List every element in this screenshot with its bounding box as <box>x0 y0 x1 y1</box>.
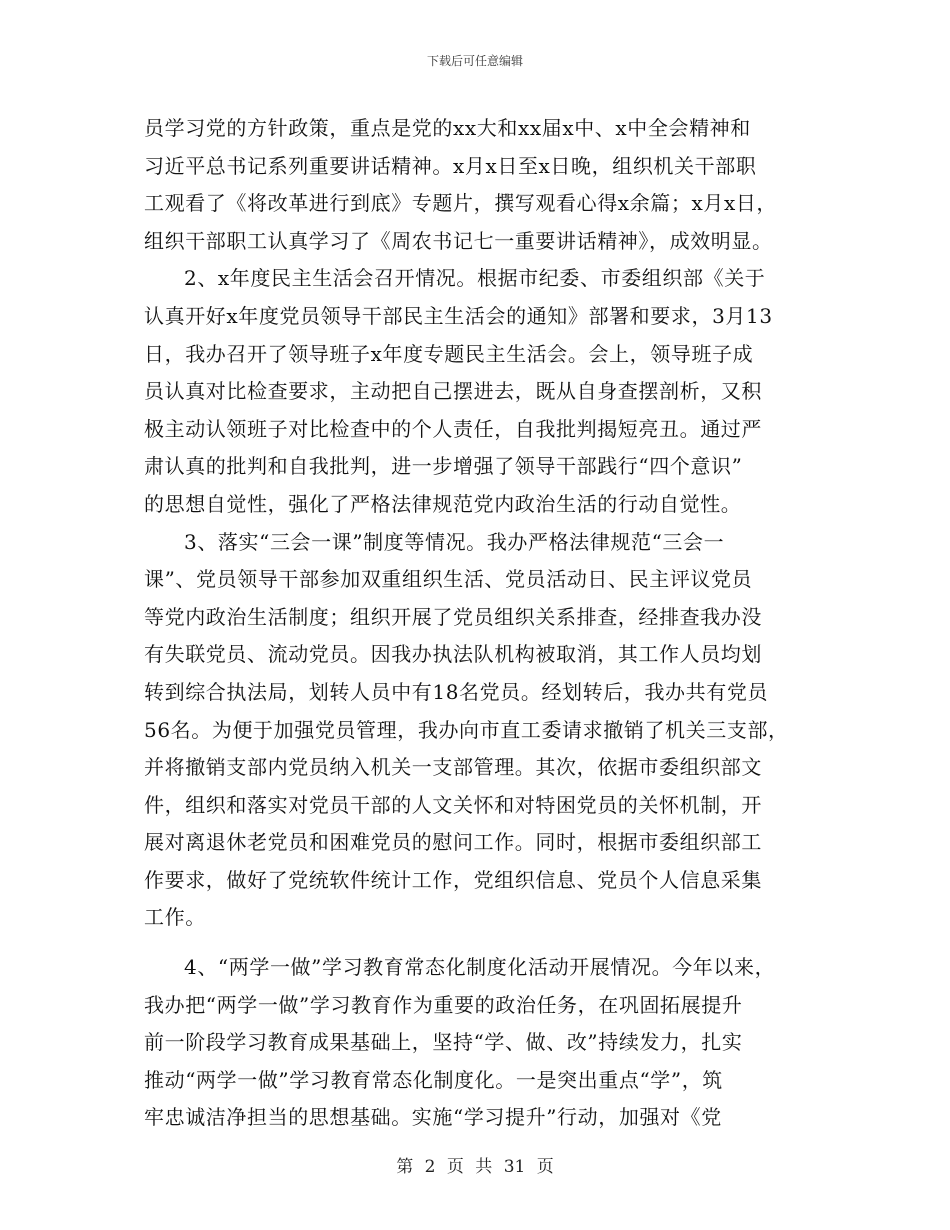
text-line: 转到综合执法局，划转人员中有18名党员。经划转后，我办共有党员 <box>144 679 769 704</box>
text-line: 牢忠诚洁净担当的思想基础。实施“学习提升”行动，加强对《党 <box>144 1105 722 1130</box>
text-line: 推动“两学一做”学习教育常态化制度化。一是突出重点“学”，筑 <box>144 1067 723 1092</box>
text-line: 前一阶段学习教育成果基础上，坚持“学、做、改”持续发力，扎实 <box>144 1030 743 1055</box>
paragraph-gap <box>144 937 820 949</box>
text-line: 课”、党员领导干部参加双重组织生活、党员活动日、民主评议党员 <box>144 567 753 592</box>
document-body <box>144 110 820 1137</box>
text-line: 等党内政治生活制度；组织开展了党员组织关系排查，经排查我办没 <box>144 604 762 629</box>
text-line: 习近平总书记系列重要讲话精神。x月x日至x日晚，组织机关干部职 <box>144 153 757 178</box>
text-line: 工作。 <box>144 905 206 930</box>
text-line: 员学习党的方针政策，重点是党的xx大和xx届x中、x中全会精神和 <box>144 116 751 140</box>
text-line: 件，组织和落实对党员干部的人文关怀和对特困党员的关怀机制，开 <box>144 792 762 817</box>
text-line: 作要求，做好了党统软件统计工作，党组织信息、党员个人信息采集 <box>144 867 762 892</box>
text-line: 2、x年度民主生活会召开情况。根据市纪委、市委组织部《关于 <box>184 266 766 291</box>
text-line: 极主动认领班子对比检查中的个人责任，自我批判揭短亮丑。通过严 <box>144 416 762 441</box>
page-number-footer: 第 2 页 共 31 页 <box>396 1157 554 1177</box>
text-line: 肃认真的批判和自我批判，进一步增强了领导干部践行“四个意识” <box>144 454 743 479</box>
text-line: 56名。为便于加强党员管理，我办向市直工委请求撤销了机关三支部， <box>144 717 789 742</box>
page-header-note: 下载后可任意编辑 <box>426 54 523 68</box>
text-line: 4、“两学一做”学习教育常态化制度化活动开展情况。今年以来， <box>184 955 776 980</box>
text-line: 组织干部职工认真学习了《周农书记七一重要讲话精神》，成效明显。 <box>144 228 773 253</box>
text-line: 并将撤销支部内党员纳入机关一支部管理。其次，依据市委组织部文 <box>144 755 762 780</box>
text-line: 工观看了《将改革进行到底》专题片，撰写观看心得x余篇；x月x日， <box>144 191 778 216</box>
text-line: 员认真对比检查要求，主动把自己摆进去，既从自身查摆剖析，又积 <box>144 379 762 404</box>
text-line: 展对离退休老党员和困难党员的慰问工作。同时，根据市委组织部工 <box>144 830 762 855</box>
text-line: 的思想自觉性，强化了严格法律规范党内政治生活的行动自觉性。 <box>144 491 742 516</box>
text-line: 有失联党员、流动党员。因我办执法队机构被取消，其工作人员均划 <box>144 642 762 667</box>
text-line: 3、落实“三会一课”制度等情况。我办严格法律规范“三会一 <box>184 529 725 554</box>
text-line: 我办把“两学一做”学习教育作为重要的政治任务，在巩固拓展提升 <box>144 992 743 1017</box>
text-line: 日，我办召开了领导班子x年度专题民主生活会。会上，领导班子成 <box>144 341 754 366</box>
text-line: 认真开好x年度党员领导干部民主生活会的通知》部署和要求，3月13 <box>144 303 773 328</box>
